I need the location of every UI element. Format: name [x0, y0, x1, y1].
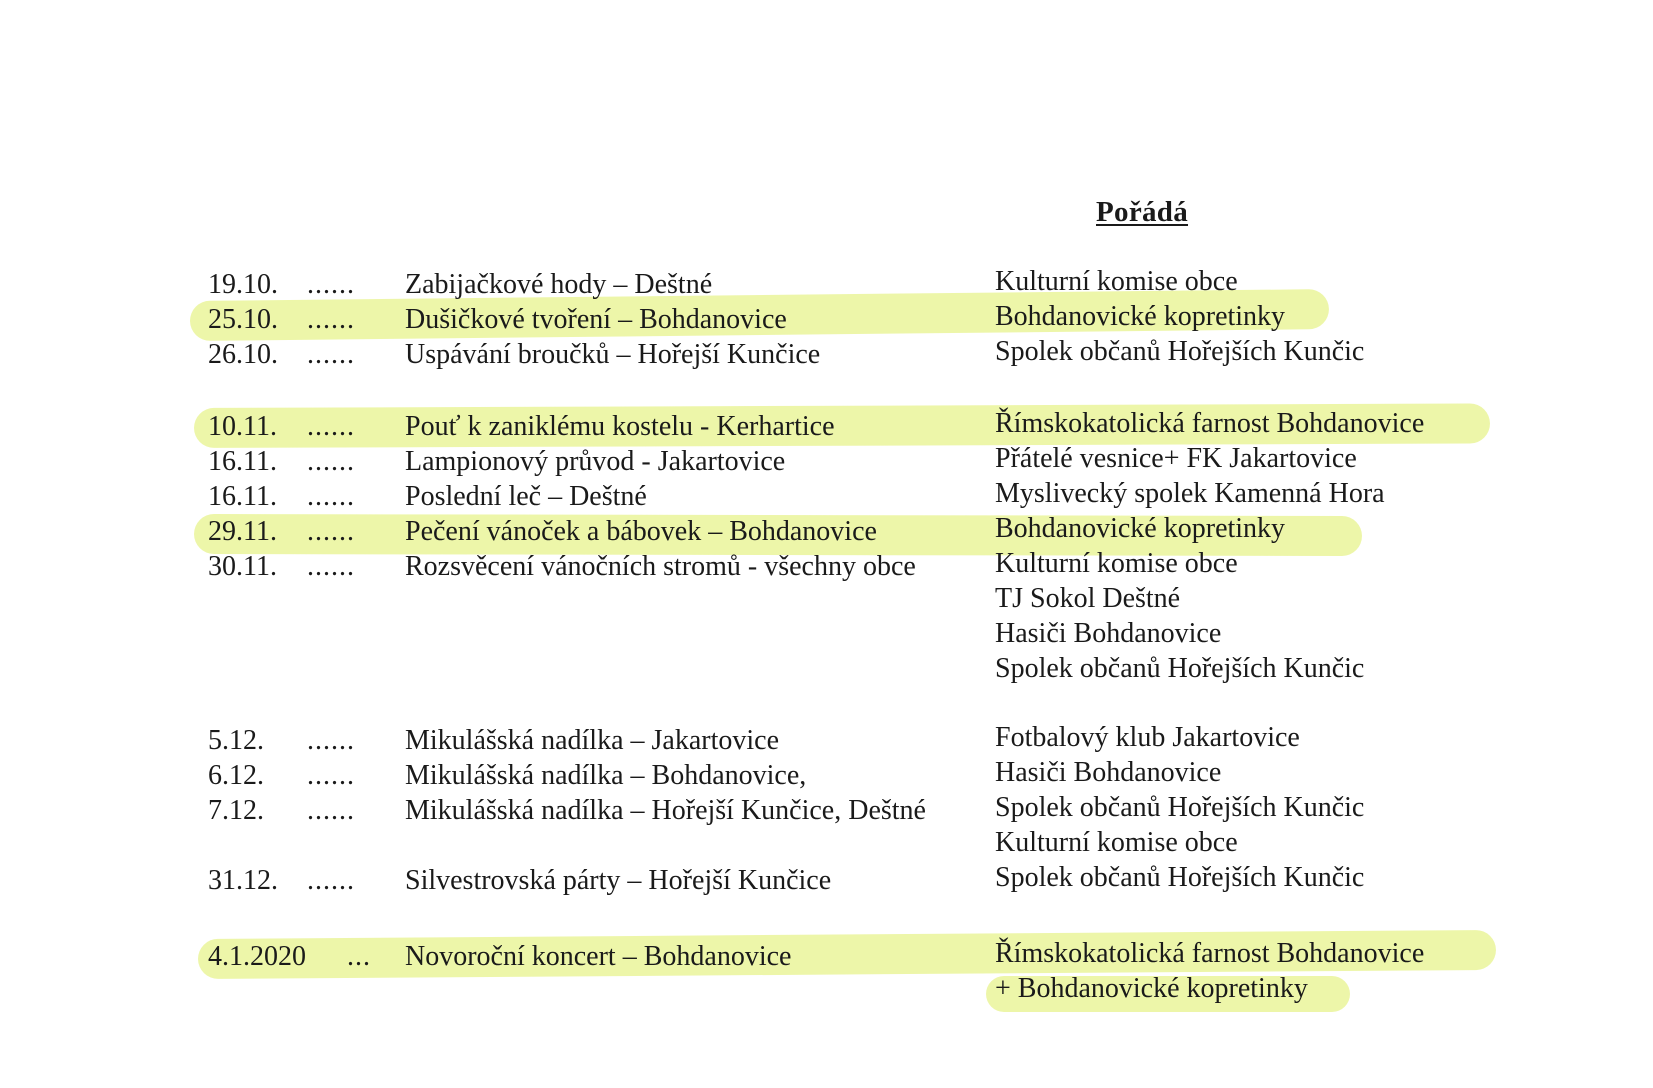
event-organizer: Kulturní komise obce	[995, 548, 1238, 579]
event-organizer: Bohdanovické kopretinky	[995, 301, 1286, 332]
event-date: 26.10.	[208, 339, 278, 370]
leader-dots: ......	[307, 481, 355, 512]
event-date: 30.11.	[208, 551, 277, 582]
leader-dots: ......	[307, 446, 355, 477]
event-organizer: TJ Sokol Deštné	[995, 583, 1181, 614]
event-organizer: Hasiči Bohdanovice	[995, 618, 1222, 649]
event-date: 4.1.2020	[208, 941, 306, 972]
leader-dots: ......	[307, 865, 355, 896]
leader-dots: ...	[347, 941, 371, 972]
leader-dots: ......	[307, 339, 355, 370]
event-title: Dušičkové tvoření – Bohdanovice	[405, 304, 787, 335]
event-organizer: Spolek občanů Hořejších Kunčic	[995, 862, 1365, 893]
leader-dots: ......	[307, 269, 355, 300]
event-organizer: Římskokatolická farnost Bohdanovice	[995, 408, 1425, 439]
event-title: Poslední leč – Deštné	[405, 481, 647, 512]
event-title: Mikulášská nadílka – Jakartovice	[405, 725, 780, 756]
event-date: 16.11.	[208, 446, 277, 477]
event-organizer: Přátelé vesnice+ FK Jakartovice	[995, 443, 1357, 474]
event-title: Zabijačkové hody – Deštné	[405, 269, 713, 300]
event-date: 7.12.	[208, 795, 264, 826]
leader-dots: ......	[307, 304, 355, 335]
event-organizer: Spolek občanů Hořejších Kunčic	[995, 792, 1365, 823]
event-date: 5.12.	[208, 725, 264, 756]
leader-dots: ......	[307, 551, 355, 582]
leader-dots: ......	[307, 411, 355, 442]
event-date: 19.10.	[208, 269, 278, 300]
event-title: Pečení vánoček a bábovek – Bohdanovice	[405, 516, 877, 547]
event-title: Lampionový průvod - Jakartovice	[405, 446, 786, 477]
event-title: Mikulášská nadílka – Hořejší Kunčice, Deštné	[405, 795, 926, 826]
event-organizer: Myslivecký spolek Kamenná Hora	[995, 478, 1385, 509]
event-date: 25.10.	[208, 304, 278, 335]
event-organizer: Spolek občanů Hořejších Kunčic	[995, 653, 1365, 684]
event-title: Novoroční koncert – Bohdanovice	[405, 941, 792, 972]
event-date: 16.11.	[208, 481, 277, 512]
event-organizer: Kulturní komise obce	[995, 266, 1238, 297]
event-title: Pouť k zaniklému kostelu - Kerhartice	[405, 411, 835, 442]
event-title: Mikulášská nadílka – Bohdanovice,	[405, 760, 807, 791]
leader-dots: ......	[307, 760, 355, 791]
event-title: Silvestrovská párty – Hořejší Kunčice	[405, 865, 832, 896]
event-date: 29.11.	[208, 516, 277, 547]
event-title: Uspávání broučků – Hořejší Kunčice	[405, 339, 821, 370]
leader-dots: ......	[307, 516, 355, 547]
event-date: 6.12.	[208, 760, 264, 791]
event-date: 10.11.	[208, 411, 277, 442]
leader-dots: ......	[307, 795, 355, 826]
event-organizer: Fotbalový klub Jakartovice	[995, 722, 1300, 753]
event-organizer: + Bohdanovické kopretinky	[995, 973, 1308, 1004]
event-organizer: Spolek občanů Hořejších Kunčic	[995, 336, 1365, 367]
event-organizer: Kulturní komise obce	[995, 827, 1238, 858]
organizer-column-header: Pořádá	[1096, 196, 1189, 228]
event-organizer: Římskokatolická farnost Bohdanovice	[995, 938, 1425, 969]
event-organizer: Hasiči Bohdanovice	[995, 757, 1222, 788]
leader-dots: ......	[307, 725, 355, 756]
event-organizer: Bohdanovické kopretinky	[995, 513, 1286, 544]
event-date: 31.12.	[208, 865, 278, 896]
event-title: Rozsvěcení vánočních stromů - všechny obce	[405, 551, 916, 582]
